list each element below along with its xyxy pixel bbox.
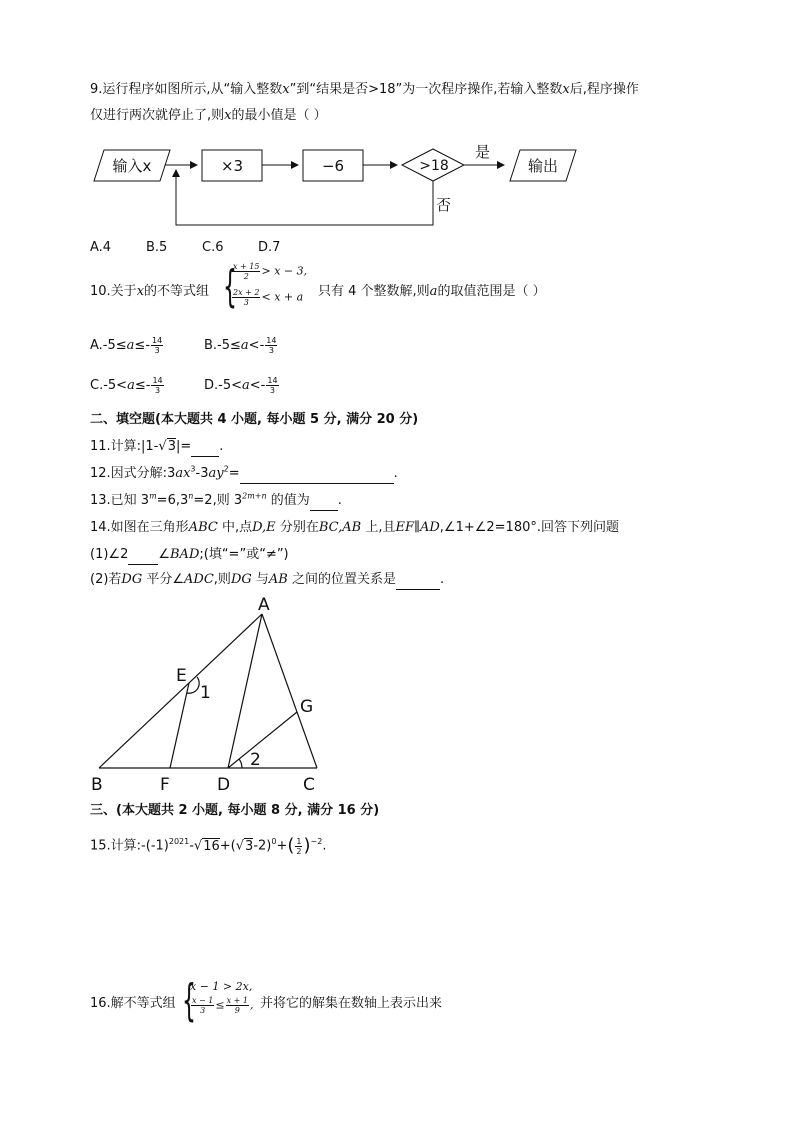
- q16-ineq1: x − 1 > 2x,: [190, 980, 253, 993]
- q9-line1: 9.运行程序如图所示,从“输入整数x”到“结果是否>18”为一次程序操作,若输入整数x后,程序操作: [90, 82, 639, 97]
- flow-yes-label: 是: [475, 143, 491, 161]
- q13: 13.已知 $3^m=6,3^n=2$,则 $3^{2m+n}$ 的值为 .: [90, 491, 342, 511]
- segment-ef: [170, 683, 189, 768]
- q11: 11.计算:|1-√3|= .: [90, 437, 223, 457]
- q14-part1: (1)∠2 ∠BAD;(填“=”或“≠”): [90, 545, 289, 565]
- q10-brace: {: [223, 261, 237, 312]
- q10-options-ab: [90, 336, 278, 356]
- q14-part2: (2)若DG 平分∠ADC,则DG 与AB 之间的位置关系是 .: [90, 570, 444, 590]
- q14-part2-blank[interactable]: [396, 575, 440, 590]
- q10-option-a: A.-5≤a≤- $\frac{14}{3}$: [90, 336, 163, 355]
- segment-ab: [99, 614, 262, 768]
- q12-answer-blank[interactable]: [240, 469, 394, 484]
- q10-ineq2: $\frac{2x + 2}{3}$ < x + a: [233, 288, 304, 307]
- q10-option-c: C.-5<a≤- $\frac{14}{3}$: [90, 376, 163, 395]
- flow-condition-label: >18: [419, 158, 449, 174]
- vertex-c-label: C: [303, 775, 315, 795]
- vertex-g-label: G: [300, 697, 314, 717]
- angle-1-label: 1: [200, 683, 211, 703]
- segment-ac: [262, 614, 317, 768]
- flow-no-label: 否: [436, 196, 452, 214]
- q16-ineq2: $\frac{x - 1}{3}$ ≤ $\frac{x + 1}{9}$ ,: [192, 996, 254, 1015]
- q12: 12.因式分解$:3ax^3-3ay^2=$ .: [90, 464, 398, 484]
- q9-line2: 仅进行两次就停止了,则x的最小值是（ ）: [90, 108, 327, 123]
- q14-triangle-figure: [0, 590, 794, 800]
- vertex-b-label: B: [91, 775, 103, 795]
- section2-title: 二、填空题(本大题共 4 小题, 每小题 5 分, 满分 20 分): [90, 412, 419, 427]
- q10-option-b: B.-5≤a<- $\frac{14}{3}$: [204, 336, 277, 355]
- angle-2-arc: [239, 759, 242, 768]
- flow-multiply-label: ×3: [220, 157, 244, 175]
- q10-ineq1: $\frac{x + 15}{2}$ > x − 3,: [233, 262, 308, 281]
- q16-brace: {: [182, 975, 196, 1026]
- vertex-f-label: F: [160, 775, 170, 795]
- q11-answer-blank[interactable]: [191, 442, 219, 457]
- q10-line: 10.关于x的不等式组: [90, 284, 210, 299]
- q16-tail: 并将它的解集在数轴上表示出来: [260, 996, 443, 1011]
- flow-input-label: 输入x: [112, 157, 152, 175]
- q16-prefix: 16.解不等式组: [90, 996, 176, 1011]
- q13-answer-blank[interactable]: [310, 496, 338, 511]
- q14-part1-blank[interactable]: [128, 550, 158, 565]
- q14-line1: 14.如图在三角形ABC 中,点D,E 分别在BC,AB 上,且EF∥AD,∠1+∠2=180°.回答下列问题: [90, 520, 619, 535]
- q10-option-d: D.-5<a<- $\frac{14}{3}$: [204, 376, 278, 395]
- vertex-a-label: A: [258, 595, 270, 615]
- angle-2-label: 2: [250, 750, 261, 770]
- flow-output-label: 输出: [527, 157, 559, 175]
- q10-options-cd: [90, 376, 280, 396]
- q15: 15.计算$:-(-1)^{2021}-√16+(√3-2)^0+$( $\frac{1}{2}$ )$^{-2}$.: [90, 835, 327, 856]
- flow-subtract-label: −6: [321, 157, 345, 175]
- q9-flowchart: [0, 0, 794, 260]
- vertex-e-label: E: [176, 666, 187, 686]
- q10-line-tail: 只有 4 个整数解,则a的取值范围是（ ）: [318, 284, 546, 299]
- section3-title: 三、(本大题共 2 小题, 每小题 8 分, 满分 16 分): [90, 803, 380, 818]
- q9-options: A.4 B.5 C.6 D.7: [90, 240, 281, 255]
- vertex-d-label: D: [217, 775, 231, 795]
